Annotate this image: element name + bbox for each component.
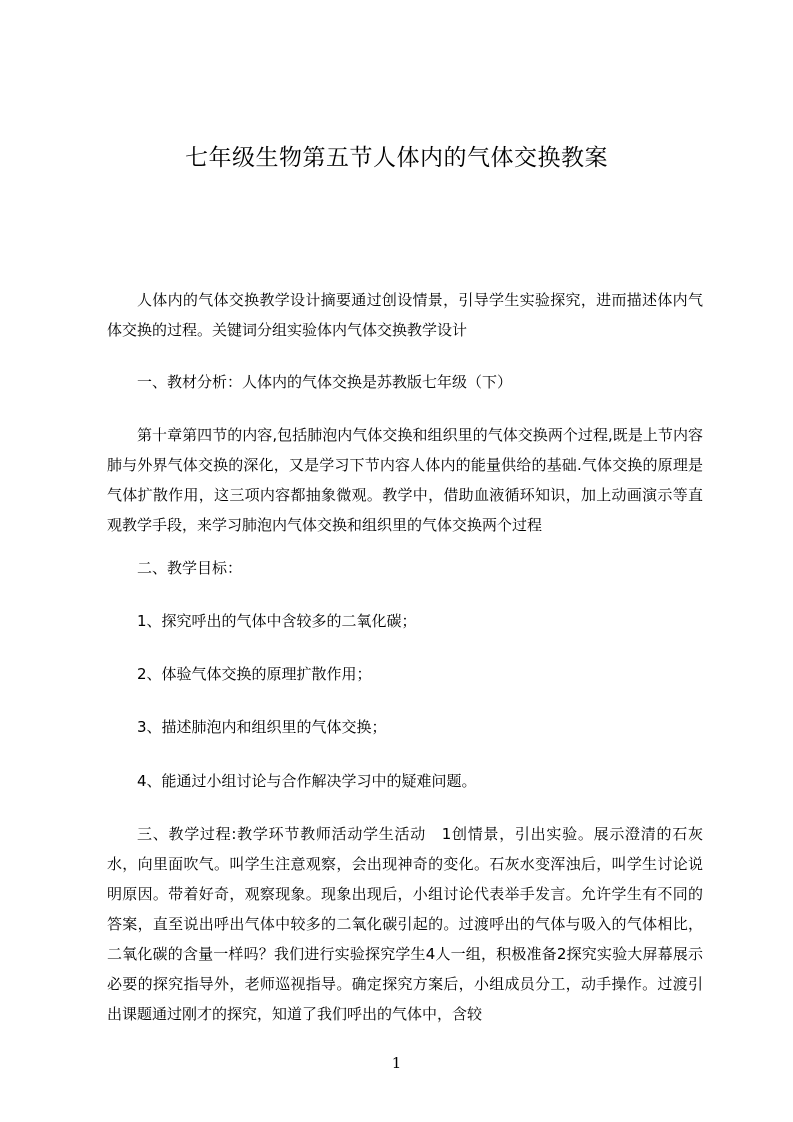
abstract-paragraph: 人体内的气体交换教学设计摘要通过创设情景，引导学生实验探究，进而描述体内气体交换的过程。关键词分组实验体内气体交换教学设计 [107, 291, 703, 339]
goal-item-2: 2、体验气体交换的原理扩散作用； [137, 665, 372, 683]
teaching-process-paragraph: 三、教学过程:教学环节教师活动学生活动 1创情景，引出实验。展示澄清的石灰水，向里面吹气。叫学生注意观察，会出现神奇的变化。石灰水变浑浊后，叫学生讨论说明原因。带着好奇，观察现象。现象出现后，小组讨论代表举手发言。允许学生有不同的答案，直至说出呼出气体中较多的二氧化碳引起的。过渡呼出的气体与吸入的气体相比，二氧化碳的含量一样吗？我们进行实验探究学生4人一组，积极准备2探究实验大屏幕展示必要的探究指导外，老师巡视指导。确定探究方案后，小组成员分工，动手操作。过渡引出课题通过刚才的探究，知道了我们呼出的气体中，含较 [107, 825, 703, 1023]
section-heading-teaching-goals: 二、教学目标： [137, 559, 243, 577]
document-title: 七年级生物第五节人体内的气体交换教案 [185, 145, 608, 171]
section-heading-material-analysis: 一、教材分析：人体内的气体交换是苏教版七年级（下） [137, 373, 513, 391]
goal-item-4: 4、能通过小组讨论与合作解决学习中的疑难问题。 [137, 772, 477, 790]
goal-item-1: 1、探究呼出的气体中含较多的二氧化碳； [137, 612, 417, 630]
goal-item-3: 3、描述肺泡内和组织里的气体交换； [137, 718, 387, 736]
page-number: 1 [391, 1054, 402, 1072]
material-analysis-paragraph: 第十章第四节的内容,包括肺泡内气体交换和组织里的气体交换两个过程,既是上节内容肺与外界气体交换的深化，又是学习下节内容人体内的能量供给的基础.气体交换的原理是气体扩散作用，这三项内容都抽象微观。教学中，借助血液循环知识，加上动画演示等直观教学手段，来学习肺泡内气体交换和组织里的气体交换两个过程 [107, 426, 703, 534]
